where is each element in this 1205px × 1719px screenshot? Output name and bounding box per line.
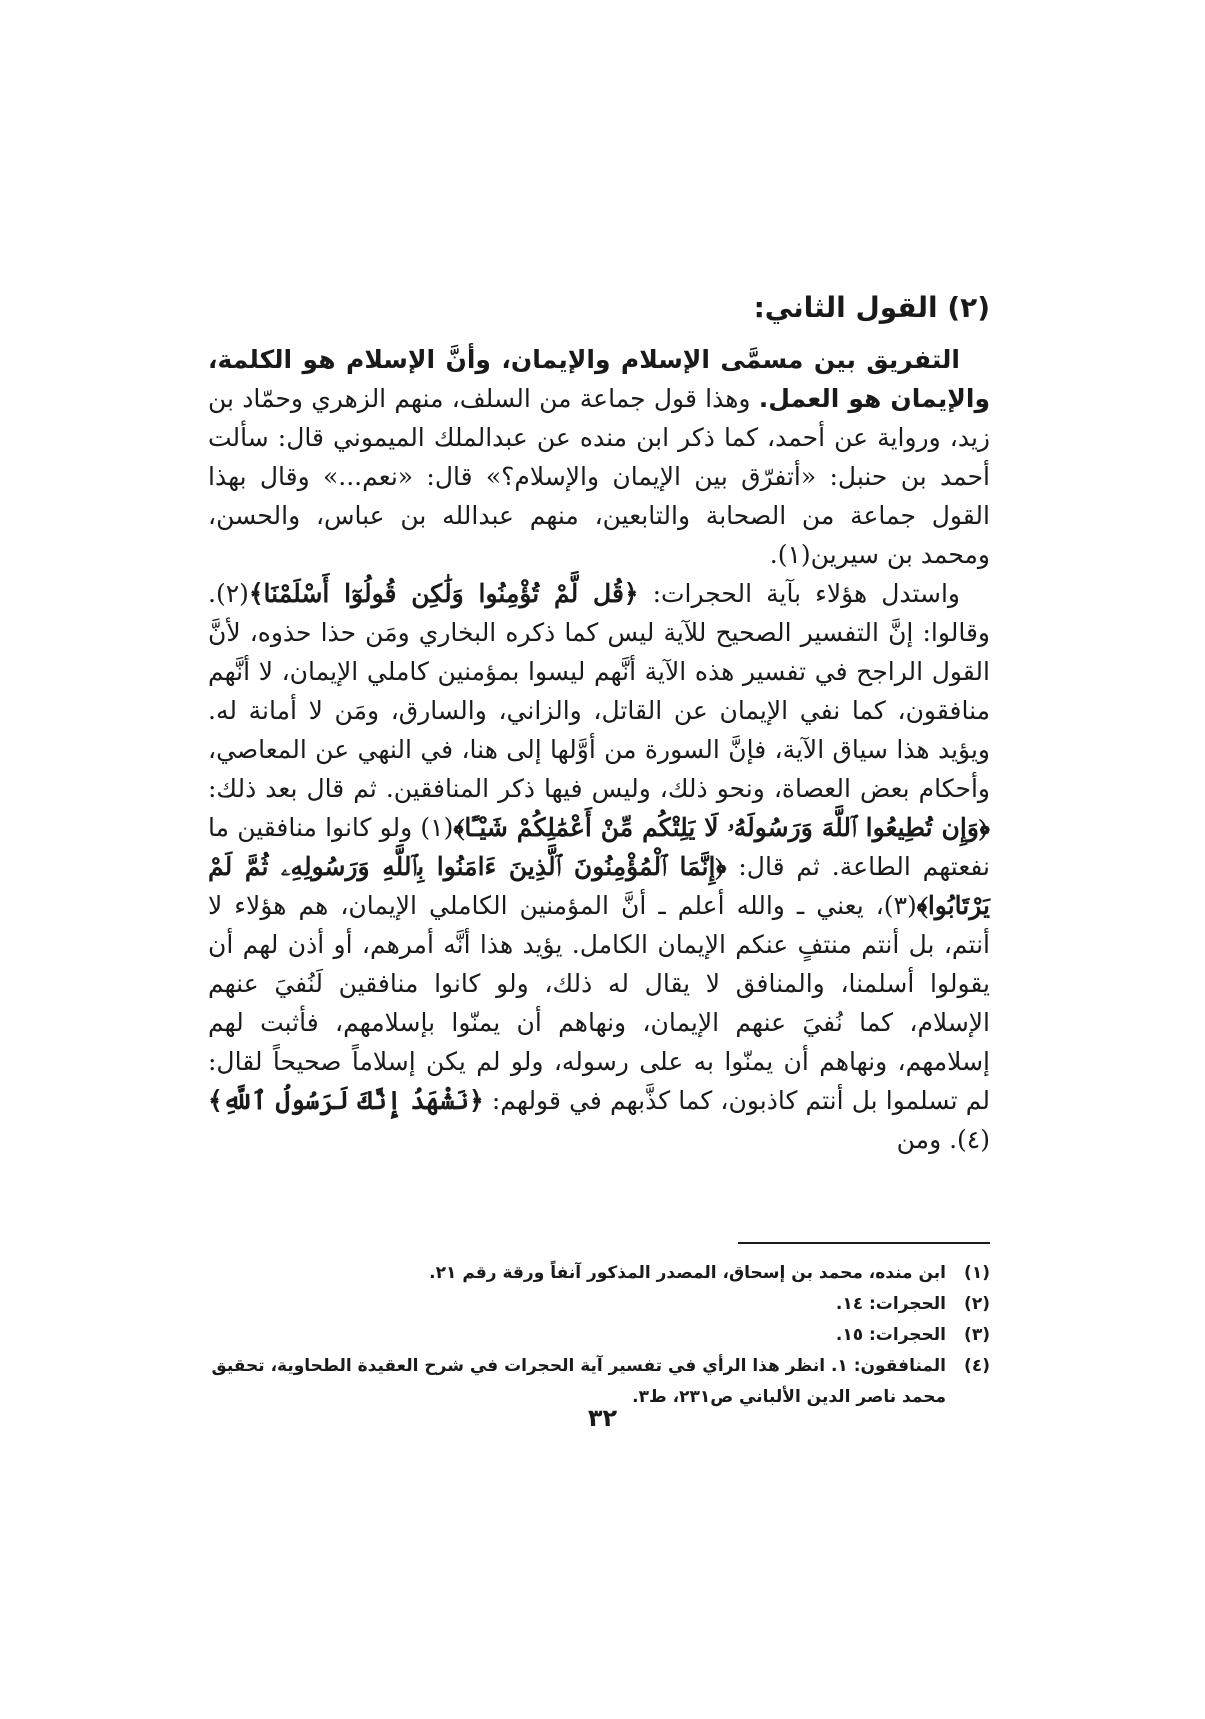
footnote-text: المنافقون: ١. انظر هذا الرأي في تفسير آية الحجرات في شرح العقيدة الطحاوية، تحقيق محمد ناصر الدين الألباني ص٢٣١، ط٣. xyxy=(211,1356,946,1407)
footnote-number: (٢) xyxy=(964,1294,990,1314)
footnote-3 xyxy=(208,1320,990,1351)
footnotes xyxy=(208,1258,990,1413)
paragraph-1-lead: التفريق بين مسمَّى الإسلام والإيمان، وأنَّ الإسلام هو الكلمة، والإيمان هو العمل. xyxy=(208,345,991,413)
footnote-2 xyxy=(208,1289,990,1320)
footnote-text: الحجرات: ١٤. xyxy=(835,1294,946,1314)
page-number: ٣٢ xyxy=(587,1404,618,1432)
main-text xyxy=(208,340,990,1159)
paragraph-2-after4: (٤). ومن xyxy=(896,1125,990,1154)
paragraph-2-after3: (٣)، يعني ـ والله أعلم ـ أنَّ المؤمنين الكاملي الإيمان، هم هؤلاء لا أنتم، بل أنتم منتفٍ عنكم الإيمان الكامل. يؤيد هذا أنَّه أمرهم، أو أذن لهم أن يقولوا أسلمنا، والمنافق لا يقال له ذلك، ولو كانوا منافقين لَنُفيَ عنهم الإسلام، كما نُفيَ عنهم الإيمان، ونهاهم أن يمنّوا بإسلامهم، فأثبت لهم إسلامهم، ونهاهم أن يمنّوا به على رسوله، ولو لم يكن إسلاماً صحيحاً لقال: لم تسلموا بل أنتم كاذبون، كما كذَّبهم في قولهم: xyxy=(208,891,990,1115)
paragraph-2-before: واستدل هؤلاء بآية الحجرات: xyxy=(638,579,960,608)
footnote-number: (٤) xyxy=(964,1356,990,1376)
paragraph-1 xyxy=(208,340,990,574)
quran-verse-3: ﴿إِنَّمَا ٱلْمُؤْمِنُونَ ٱلَّذِينَ ءَامَنُوا بِٱللَّهِ وَرَسُولِهِۦ ثُمَّ لَمْ يَرْتَابُوا﴾ xyxy=(208,852,990,920)
paragraph-2 xyxy=(208,574,990,1159)
paragraph-2-after2: (١) ولو كانوا منافقين ما نفعتهم الطاعة. ثم قال: xyxy=(208,813,990,881)
footnote-text: الحجرات: ١٥. xyxy=(835,1325,946,1345)
quran-verse-2: ﴿وَإِن تُطِيعُوا ٱللَّهَ وَرَسُولَهُۥ لَا يَلِتْكُم مِّنْ أَعْمَٰلِكُمْ شَيْـًٔا﴾ xyxy=(453,813,990,842)
section-heading: (٢) القول الثاني: xyxy=(753,291,990,324)
paragraph-2-after: (٢). وقالوا: إنَّ التفسير الصحيح للآية ليس كما ذكره البخاري ومَن حذا حذوه، لأنَّ القول الراجح في تفسير هذه الآية أنَّهم ليسوا بمؤمنين كاملي الإيمان، لا أنَّهم منافقون، كما نفي الإيمان عن القاتل، والزاني، والسارق، ومَن لا أمانة له. ويؤيد هذا سياق الآية، فإنَّ السورة من أوَّلها إلى هنا، في النهي عن المعاصي، وأحكام بعض العصاة، ونحو ذلك، وليس فيها ذكر المنافقين. ثم قال بعد ذلك: xyxy=(208,579,990,803)
paragraph-1-text: وهذا قول جماعة من السلف، منهم الزهري وحمّاد بن زيد، ورواية عن أحمد، كما ذكر ابن منده عن عبدالملك الميموني قال: سألت أحمد بن حنبل: «أتفرّق بين الإيمان والإسلام؟» قال: «نعم...» وقال بهذا القول جماعة من الصحابة والتابعين، منهم عبدالله بن عباس، والحسن، ومحمد بن سيرين(١). xyxy=(208,384,990,569)
footnote-text: ابن منده، محمد بن إسحاق، المصدر المذكور آنفاً ورقة رقم ٢١. xyxy=(429,1263,946,1283)
footnote-divider xyxy=(738,1242,990,1244)
footnote-number: (٣) xyxy=(964,1325,990,1345)
quran-verse-1: ﴿قُل لَّمْ تُؤْمِنُوا وَلَٰكِن قُولُوٓا أَسْلَمْنَا﴾ xyxy=(248,579,639,608)
quran-verse-4: ﴿نَشْهَدُ إِنَّكَ لَرَسُولُ ٱللَّهِ﴾ xyxy=(208,1086,484,1115)
footnote-1 xyxy=(208,1258,990,1289)
footnote-number: (١) xyxy=(964,1263,990,1283)
